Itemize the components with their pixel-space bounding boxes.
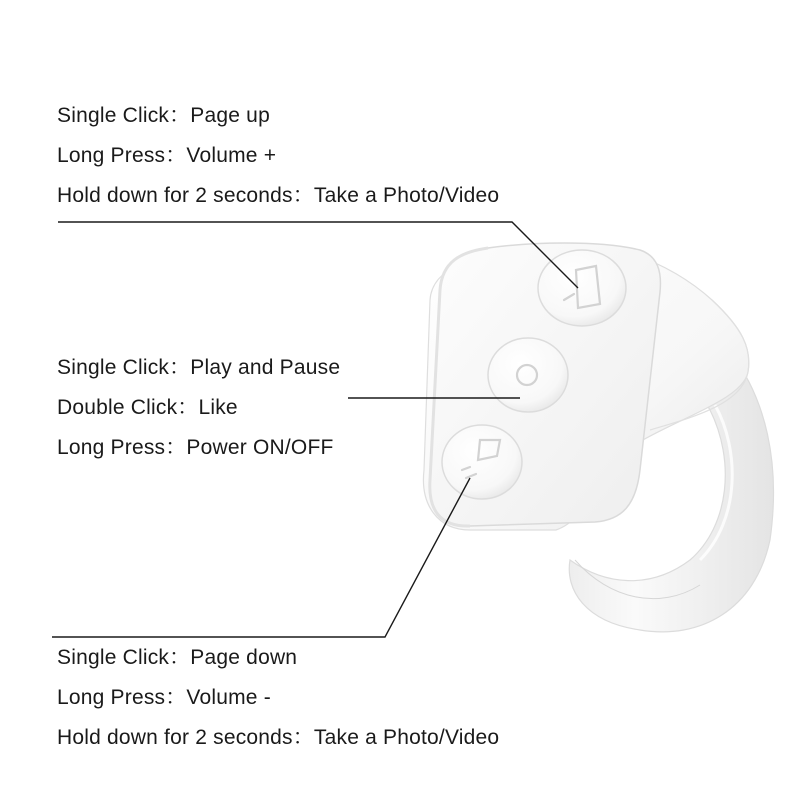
bottom-button[interactable] — [442, 425, 522, 499]
bottom-hold-text: Hold down for 2 seconds：Take a Photo/Video — [57, 726, 500, 749]
bottom-single-click-text: Single Click：Page down — [57, 646, 298, 669]
middle-long-press-text: Long Press：Power ON/OFF — [57, 436, 334, 459]
bottom-button-annotations — [57, 638, 499, 758]
top-single-click-text: Single Click：Page up — [57, 104, 270, 127]
top-long-press-text: Long Press：Volume + — [57, 144, 277, 167]
top-hold-text: Hold down for 2 seconds：Take a Photo/Video — [57, 184, 500, 207]
top-button-annotations — [57, 96, 499, 216]
middle-button-annotations — [57, 348, 340, 468]
middle-button[interactable] — [488, 338, 568, 412]
leader-line-bottom — [52, 478, 470, 637]
middle-single-click-text: Single Click：Play and Pause — [57, 356, 341, 379]
bottom-long-press-text: Long Press：Volume - — [57, 686, 271, 709]
middle-double-click-text: Double Click：Like — [57, 396, 238, 419]
